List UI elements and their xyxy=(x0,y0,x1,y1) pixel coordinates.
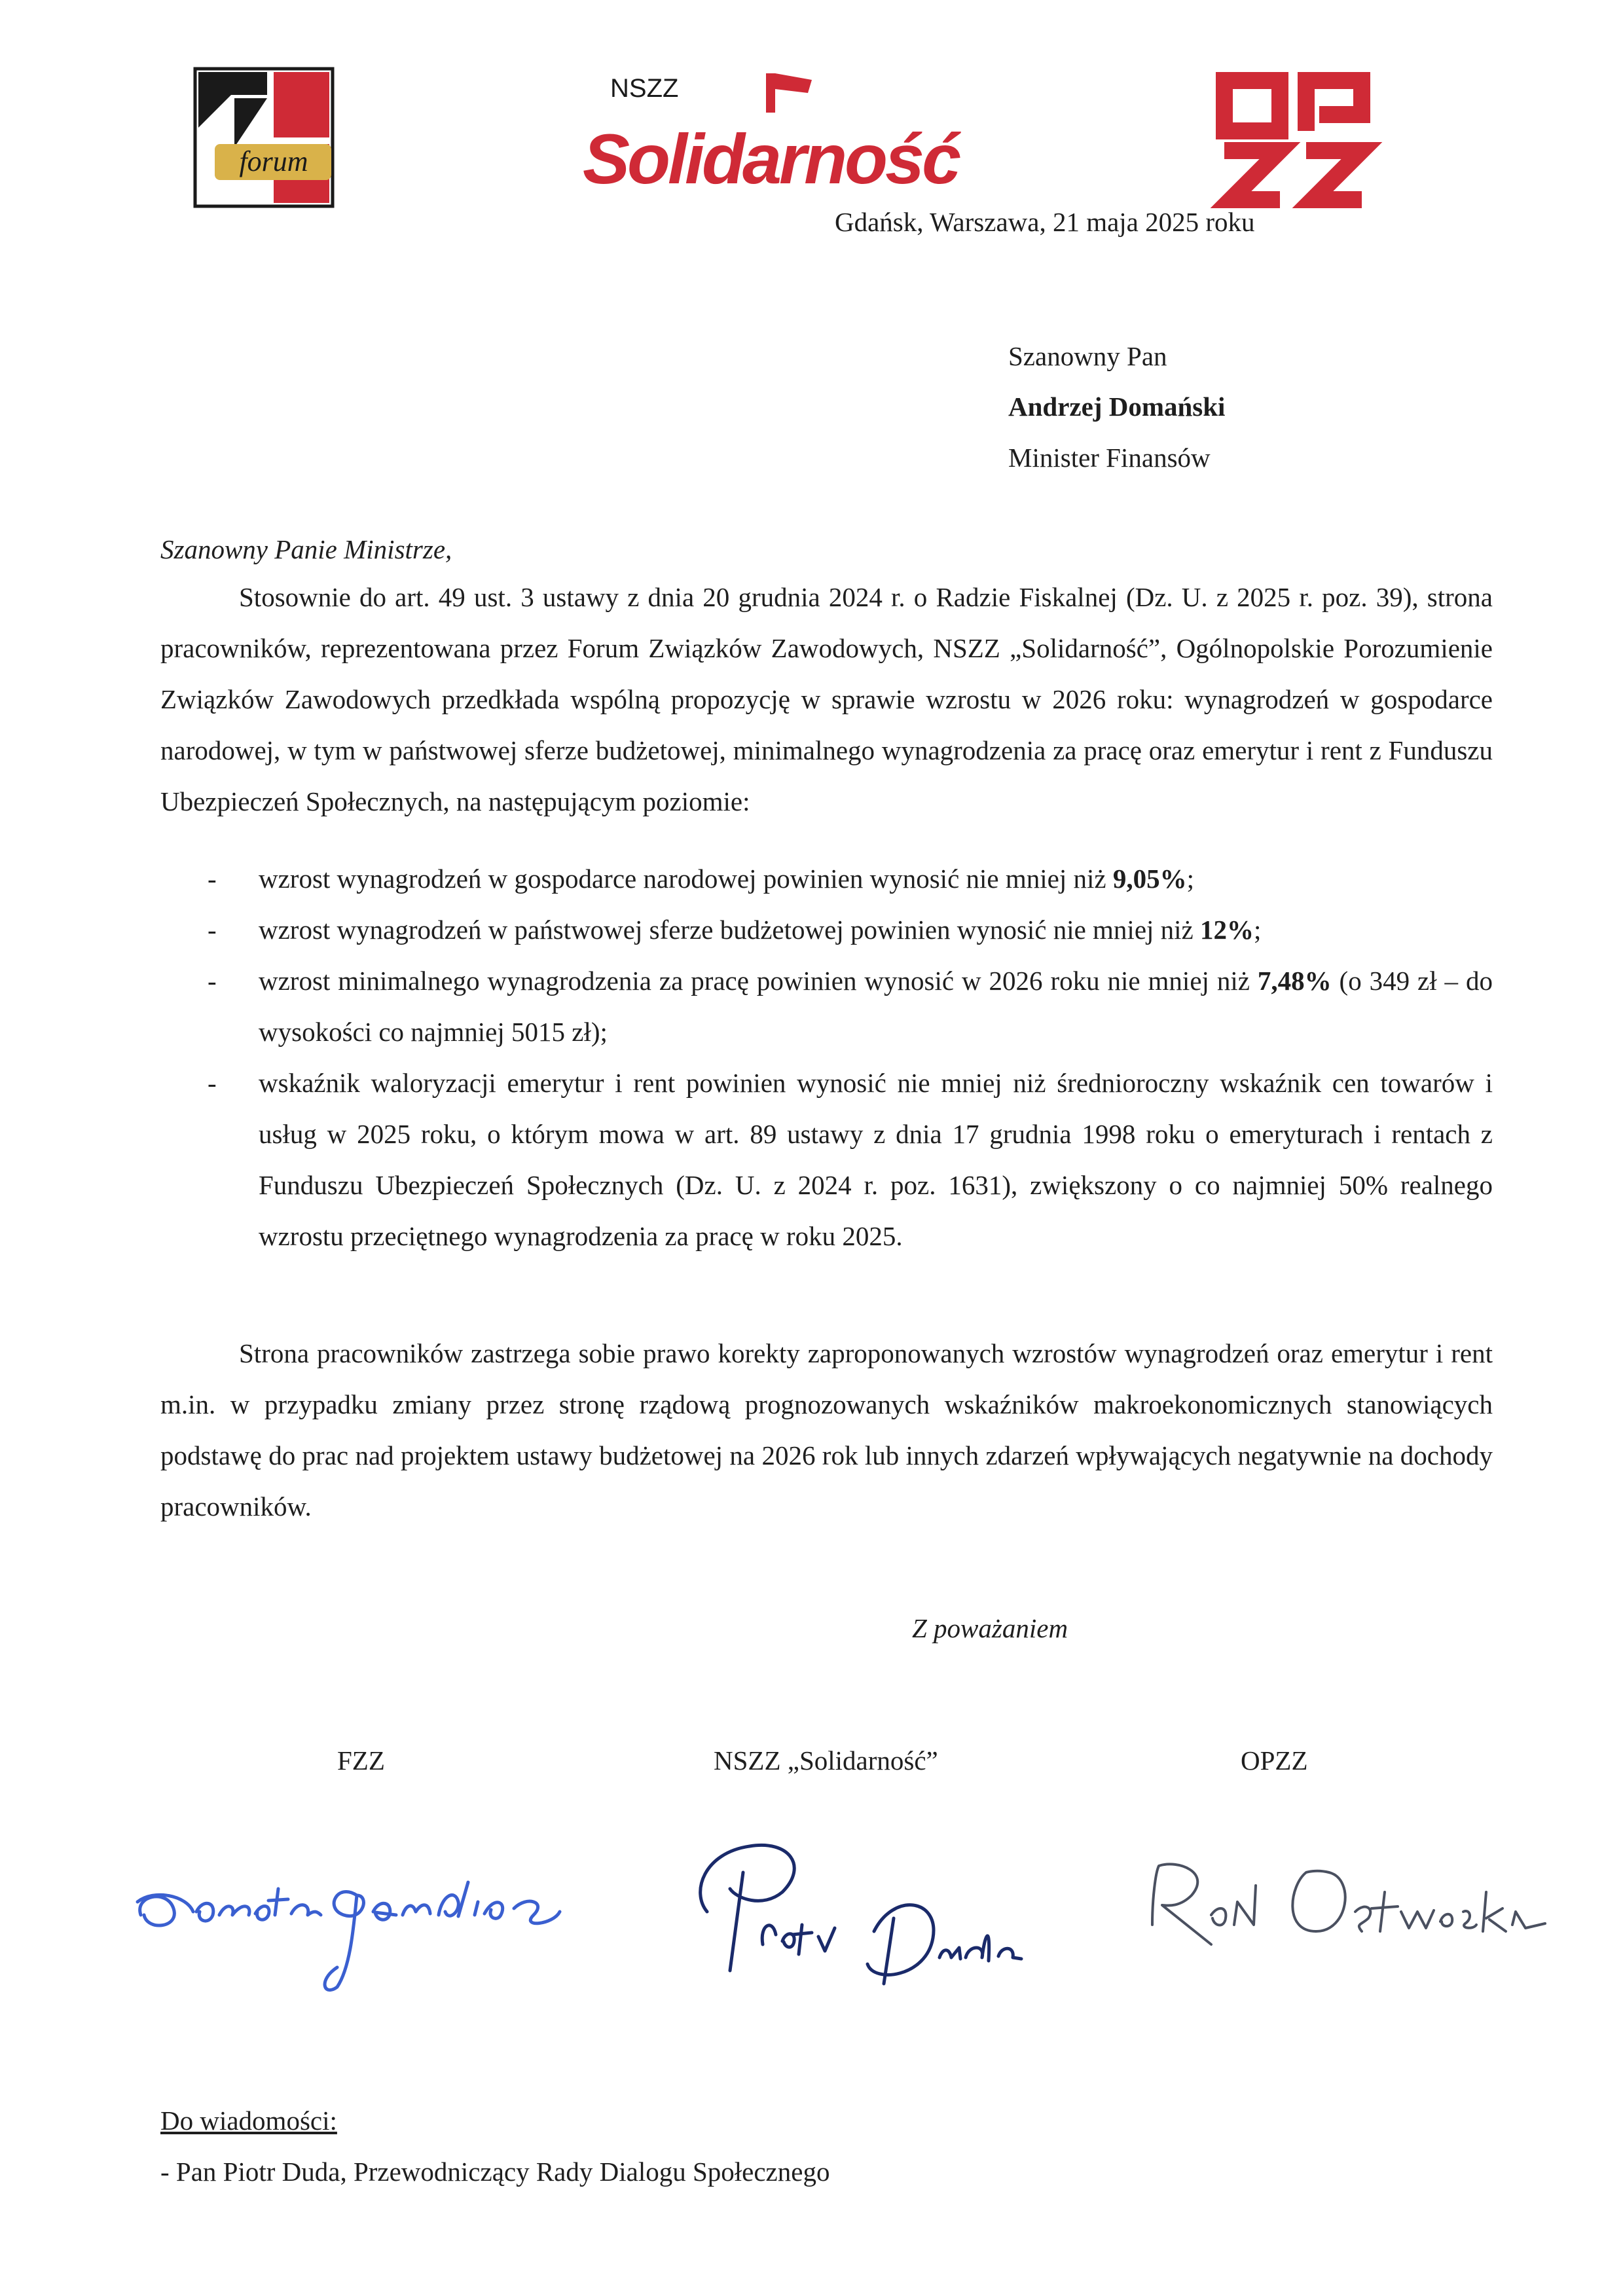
list-item-after: ; xyxy=(1254,915,1262,945)
list-item-value: 12% xyxy=(1200,915,1254,945)
nszz-solidarnosc-logo xyxy=(570,65,959,203)
reservation-paragraph: Strona pracowników zastrzega sobie prawo korekty zaproponowanych wzrostów wynagrodzeń oraz emerytur i rent m.in. w przypadku zmiany przez stronę rządową prognozowanych wskaźników makroekonomicznych stanowiących podstawę do prac nad projektem ustawy budżetowej na 2026 rok lub innych zdarzeń wpływających negatywnie na dochody pracowników. xyxy=(160,1338,1493,1522)
list-dash: - xyxy=(208,966,217,996)
list-item-value: 9,05% xyxy=(1112,864,1187,894)
demands-list xyxy=(160,853,1493,1262)
list-item-after: (o 349 zł – do wysokości co najmniej 5015 zł); xyxy=(259,966,1493,1047)
addressee-greeting: Szanowny Pan xyxy=(1008,341,1167,371)
list-item xyxy=(160,1057,1493,1262)
list-item xyxy=(160,853,1493,904)
closing: Z poważaniem xyxy=(912,1613,1068,1643)
list-item-value: 7,48% xyxy=(1257,966,1332,996)
cc-title: Do wiadomości: xyxy=(160,2105,337,2136)
list-item-text: wzrost wynagrodzeń w gospodarce narodowej powinien wynosić nie mniej niż xyxy=(259,864,1113,894)
list-dash: - xyxy=(208,864,217,894)
svg-text:Solidarność: Solidarność xyxy=(583,119,959,198)
list-item xyxy=(160,904,1493,955)
list-item-text: wzrost minimalnego wynagrodzenia za pracę powinien wynosić w 2026 roku nie mniej niż xyxy=(259,966,1258,996)
signatory-nszz: NSZZ „Solidarność” xyxy=(714,1745,938,1776)
list-dash: - xyxy=(208,1068,217,1098)
signature-fzz xyxy=(128,1850,586,2000)
signatory-opzz: OPZZ xyxy=(1241,1745,1308,1776)
svg-text:forum: forum xyxy=(239,145,308,177)
addressee-title: Minister Finansów xyxy=(1008,443,1211,473)
addressee-name: Andrzej Domański xyxy=(1008,392,1226,422)
svg-text:NSZZ: NSZZ xyxy=(610,74,679,103)
list-dash: - xyxy=(208,915,217,945)
salutation: Szanowny Panie Ministrze, xyxy=(160,534,452,564)
intro-paragraph: Stosownie do art. 49 ust. 3 ustawy z dnia 20 grudnia 2024 r. o Radzie Fiskalnej (Dz. U. z 2025 r. poz. 39), strona pracowników, reprezentowana przez Forum Związków Zawodowych, NSZZ „Solidarność”, Ogólnopolskie Porozumienie Związków Zawodowych przedkłada wspólną propozycję w sprawie wzrostu w 2026 roku: wynagrodzeń w gospodarce narodowej, w tym w państwowej sferze budżetowej, minimalnego wynagrodzenia za pracę oraz emerytur i rent z Funduszu Ubezpieczeń Społecznych, na następującym poziomie: xyxy=(160,582,1493,816)
opzz-logo xyxy=(1214,69,1378,210)
list-item-text: wzrost wynagrodzeń w państwowej sferze budżetowej powinien wynosić nie mniej niż xyxy=(259,915,1201,945)
list-item xyxy=(160,955,1493,1057)
signature-opzz xyxy=(1139,1846,1558,1964)
signature-nszz xyxy=(678,1827,1031,1997)
cc-item: - Pan Piotr Duda, Przewodniczący Rady Dialogu Społecznego xyxy=(160,2157,830,2187)
list-item-text: wskaźnik waloryzacji emerytur i rent powinien wynosić nie mniej niż średnioroczny wskaźnik cen towarów i usług w 2025 roku, o którym mowa w art. 89 ustawy z dnia 17 grudnia 1998 roku o emeryturach i rentach z Funduszu Ubezpieczeń Społecznych (Dz. U. z 2024 r. poz. 1631), zwiększony o co najmniej 50% realnego wzrostu przeciętnego wynagrodzenia za pracę w roku 2025. xyxy=(259,1068,1493,1251)
list-item-after: ; xyxy=(1186,864,1194,894)
signatory-fzz: FZZ xyxy=(337,1745,385,1776)
date-line: Gdańsk, Warszawa, 21 maja 2025 roku xyxy=(835,207,1255,237)
fzz-logo xyxy=(195,69,333,206)
